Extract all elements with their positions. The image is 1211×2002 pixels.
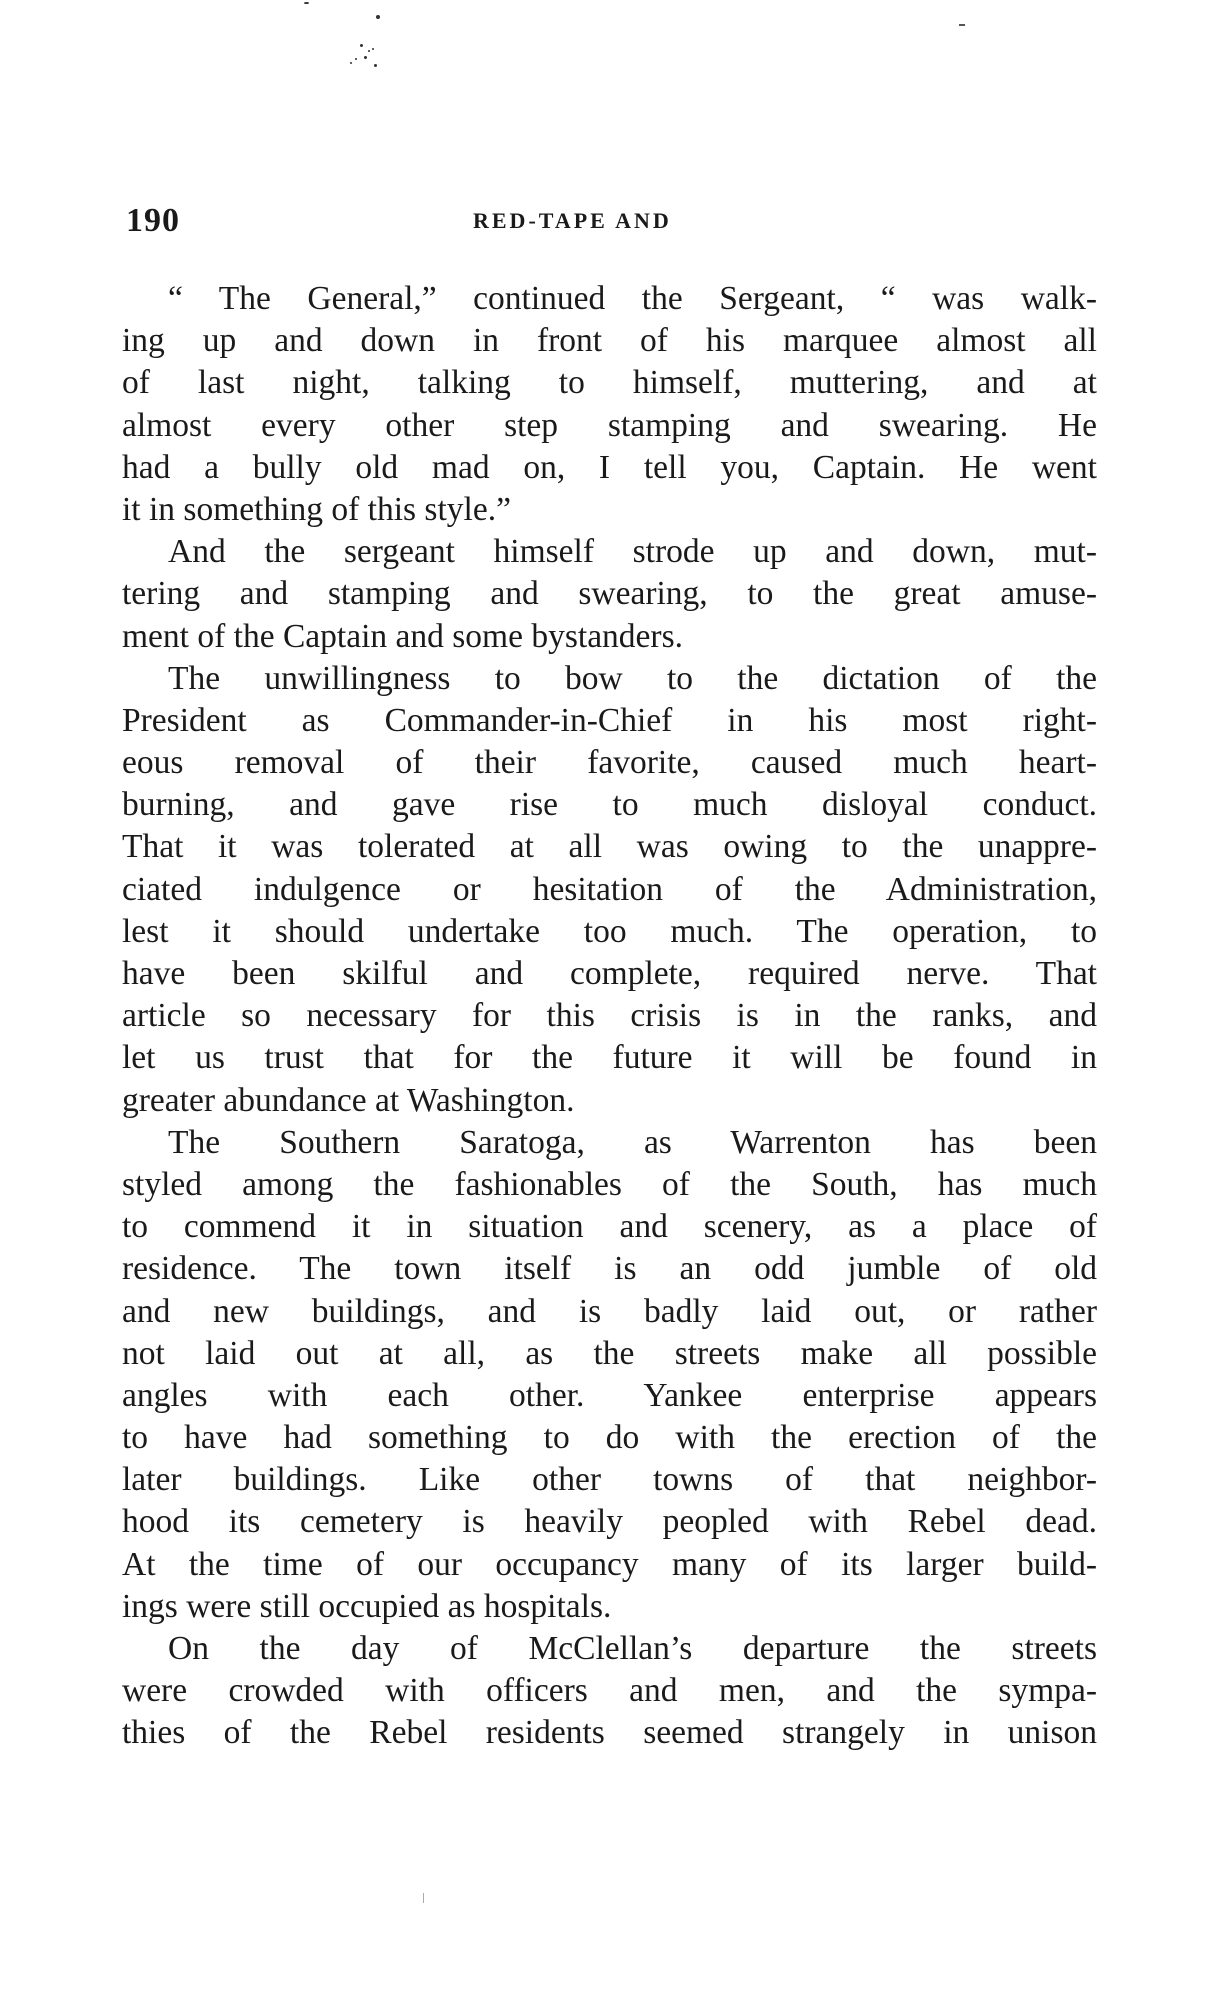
text-line: have been skilful and complete, required nerve. That	[122, 955, 1097, 992]
text-line: burning, and gave rise to much disloyal conduct.	[122, 786, 1097, 824]
text-line: The unwillingness to bow to the dictation of the	[168, 659, 1097, 697]
text-line: ings were still occupied as hospitals.	[122, 1587, 612, 1625]
text-line: to commend it in situation and scenery, as a place of	[122, 1208, 1097, 1246]
text-line: later buildings. Like other towns of that neighbor-	[122, 1461, 1097, 1499]
text-line: The Southern Saratoga, as Warrenton has been	[168, 1123, 1097, 1161]
text-line: “ The General,” continued the Sergeant, “ was walk-	[168, 280, 1097, 317]
text-line: That it was tolerated at all was owing to the unappre-	[122, 828, 1097, 866]
print-tick	[423, 1893, 424, 1903]
text-line: At the time of our occupancy many of its larger build-	[122, 1545, 1097, 1583]
text-line: ciated indulgence or hesitation of the Administration,	[122, 870, 1097, 908]
text-line: not laid out at all, as the streets make all possible	[122, 1334, 1097, 1372]
text-line: it in something of this style.”	[122, 490, 511, 528]
text-line: styled among the fashionables of the South, has much	[122, 1165, 1097, 1203]
text-line: And the sergeant himself strode up and down, mut-	[168, 533, 1097, 571]
text-line: President as Commander-in-Chief in his most right-	[122, 701, 1097, 739]
text-line: residence. The town itself is an odd jumble of old	[122, 1250, 1097, 1288]
text-line: eous removal of their favorite, caused much heart-	[122, 744, 1097, 782]
text-line: article so necessary for this crisis is in the ranks, and	[122, 997, 1097, 1035]
body-text	[122, 278, 1097, 1755]
text-line: of last night, talking to himself, muttering, and at	[122, 364, 1097, 402]
text-line: angles with each other. Yankee enterprise appears	[122, 1376, 1097, 1414]
text-line: thies of the Rebel residents seemed strangely in unison	[122, 1714, 1097, 1752]
text-line: greater abundance at Washington.	[122, 1081, 575, 1119]
text-line: hood its cemetery is heavily peopled with Rebel dead.	[122, 1503, 1097, 1541]
text-line: ing up and down in front of his marquee almost all	[122, 322, 1097, 360]
print-specks	[300, 0, 420, 80]
page-number: 190	[126, 202, 180, 239]
running-head: RED-TAPE AND	[473, 208, 672, 233]
text-line: lest it should undertake too much. The operation, to	[122, 912, 1097, 950]
text-line: were crowded with officers and men, and the sympa-	[122, 1672, 1097, 1710]
text-line: had a bully old mad on, I tell you, Captain. He went	[122, 448, 1097, 486]
page-header	[126, 202, 1096, 242]
text-line: and new buildings, and is badly laid out, or rather	[122, 1292, 1097, 1330]
text-line: On the day of McClellan’s departure the streets	[168, 1630, 1097, 1667]
text-line: let us trust that for the future it will be found in	[122, 1039, 1097, 1077]
text-line: almost every other step stamping and swearing. He	[122, 406, 1097, 444]
text-line: ment of the Captain and some bystanders.	[122, 617, 683, 655]
text-line: to have had something to do with the erection of the	[122, 1419, 1097, 1457]
text-line: tering and stamping and swearing, to the great amuse-	[122, 575, 1097, 613]
edge-mark	[959, 24, 965, 26]
